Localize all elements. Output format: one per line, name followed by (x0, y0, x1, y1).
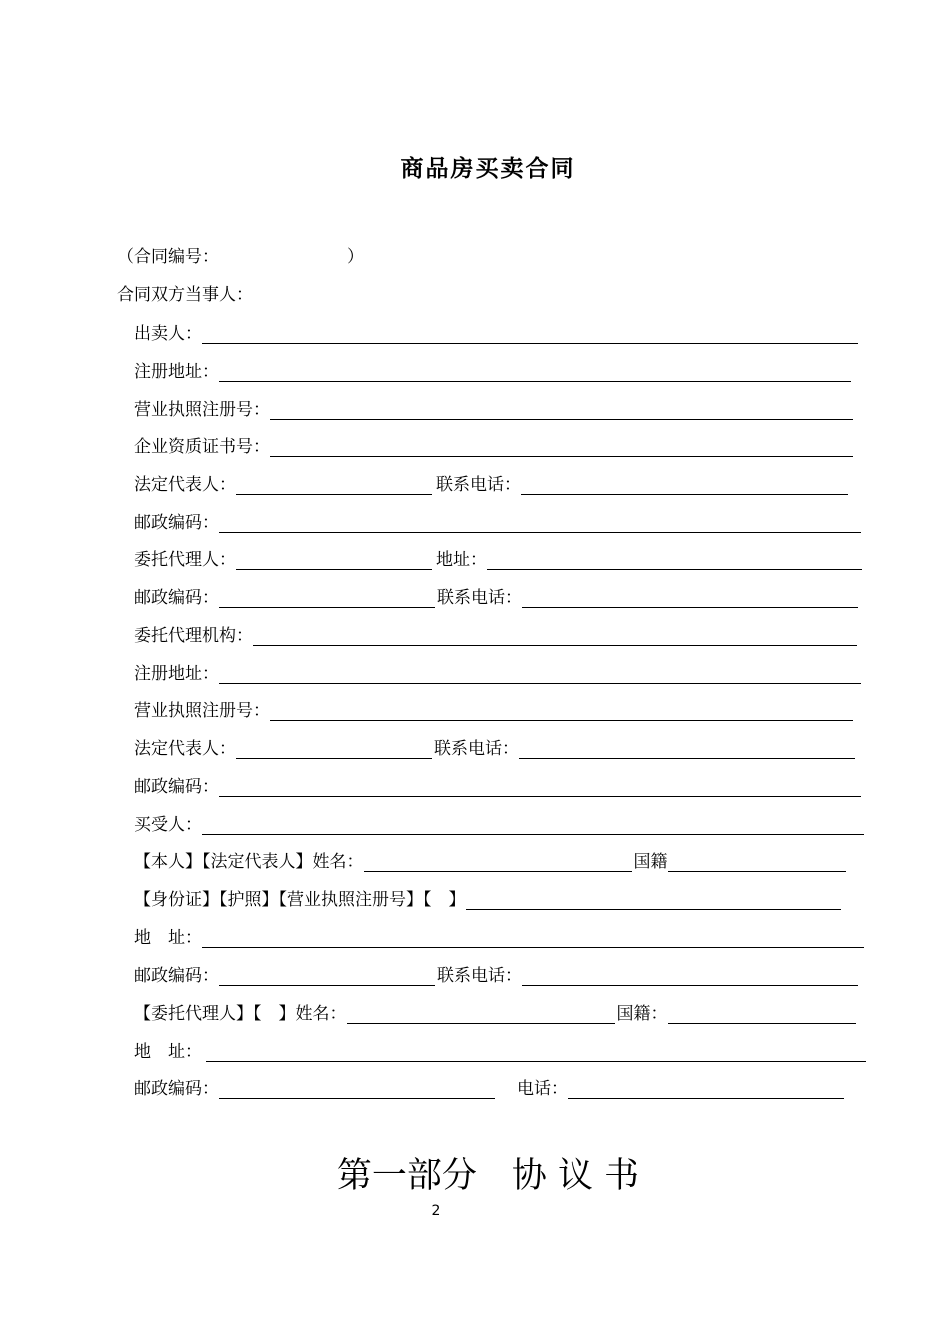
buyer-label: 买受人： (134, 815, 202, 835)
seller-license-line (134, 394, 853, 420)
buyer-id-number-field[interactable] (466, 891, 841, 910)
seller-postcode-field[interactable] (219, 514, 861, 533)
buyer-agent-name-field[interactable] (347, 1005, 615, 1024)
agency-license-line (134, 695, 853, 721)
seller-license-label: 营业执照注册号： (134, 400, 270, 420)
buyer-agent-phone-label: 电话： (517, 1079, 568, 1099)
seller-line (134, 318, 858, 344)
seller-reg-address-label: 注册地址： (134, 362, 219, 382)
seller-phone2-field[interactable] (522, 589, 858, 608)
seller-legal-rep-label: 法定代表人： (134, 475, 236, 495)
seller-legal-rep-field[interactable] (236, 476, 432, 495)
buyer-agent-line (134, 998, 856, 1024)
buyer-agent-identity-label: 【委托代理人】【 】姓名： (134, 1004, 347, 1024)
seller-legal-rep-line (134, 469, 848, 495)
buyer-phone-field[interactable] (522, 967, 858, 986)
buyer-nationality-label: 国籍 (633, 852, 668, 872)
seller-qualification-field[interactable] (270, 438, 853, 457)
agency-phone-label: 联系电话： (434, 739, 519, 759)
agency-legal-rep-line (134, 733, 855, 759)
seller-agent-address-field[interactable] (487, 551, 862, 570)
buyer-phone-label: 联系电话： (437, 966, 522, 986)
seller-label: 出卖人： (134, 324, 202, 344)
buyer-agent-address-line (134, 1036, 866, 1062)
buyer-id-type-line (134, 884, 841, 910)
seller-postcode2-line (134, 582, 858, 608)
buyer-address-line (134, 922, 864, 948)
agency-postcode-line (134, 771, 861, 797)
contract-number-label: （合同编号： (117, 247, 219, 267)
agency-license-field[interactable] (270, 702, 853, 721)
agency-legal-rep-field[interactable] (236, 740, 432, 759)
buyer-field[interactable] (202, 816, 864, 835)
agency-legal-rep-label: 法定代表人： (134, 739, 236, 759)
agency-field[interactable] (253, 627, 857, 646)
seller-phone-label: 联系电话： (436, 475, 521, 495)
buyer-id-type-label: 【身份证】【护照】【营业执照注册号】【 】 (134, 890, 466, 910)
agency-label: 委托代理机构： (134, 626, 253, 646)
seller-agent-address-label: 地址： (436, 550, 487, 570)
agency-reg-address-line (134, 658, 861, 684)
seller-phone2-label: 联系电话： (437, 588, 522, 608)
seller-postcode2-field[interactable] (219, 589, 435, 608)
buyer-line (134, 809, 864, 835)
seller-reg-address-line (134, 356, 851, 382)
buyer-agent-address-label: 地 址： (134, 1042, 202, 1062)
seller-qualification-label: 企业资质证书号： (134, 437, 270, 457)
buyer-address-field[interactable] (202, 929, 864, 948)
agency-reg-address-label: 注册地址： (134, 664, 219, 684)
seller-field[interactable] (202, 325, 858, 344)
document-title: 商品房买卖合同 (400, 156, 576, 182)
seller-postcode-label: 邮政编码： (134, 513, 219, 533)
seller-postcode-line (134, 507, 861, 533)
buyer-identity-line (134, 846, 846, 872)
seller-postcode2-label: 邮政编码： (134, 588, 219, 608)
buyer-agent-postcode-label: 邮政编码： (134, 1079, 219, 1099)
buyer-agent-postcode-line (134, 1073, 844, 1099)
agency-postcode-label: 邮政编码： (134, 777, 219, 797)
agency-reg-address-field[interactable] (219, 665, 861, 684)
parties-heading: 合同双方当事人： (117, 285, 253, 305)
agency-license-label: 营业执照注册号： (134, 701, 270, 721)
seller-reg-address-field[interactable] (219, 363, 851, 382)
agency-postcode-field[interactable] (219, 778, 861, 797)
agency-phone-field[interactable] (519, 740, 855, 759)
buyer-postcode-field[interactable] (219, 967, 435, 986)
buyer-agent-nationality-field[interactable] (668, 1005, 856, 1024)
buyer-postcode-label: 邮政编码： (134, 966, 219, 986)
seller-agent-field[interactable] (236, 551, 432, 570)
seller-agent-label: 委托代理人： (134, 550, 236, 570)
buyer-name-field[interactable] (364, 853, 632, 872)
buyer-postcode-line (134, 960, 858, 986)
agency-line (134, 620, 857, 646)
seller-phone-field[interactable] (521, 476, 848, 495)
buyer-agent-address-field[interactable] (206, 1043, 866, 1062)
contract-number-close: ） (347, 247, 364, 267)
buyer-nationality-field[interactable] (668, 853, 846, 872)
part-one-title: 第一部分 协 议 书 (336, 1156, 640, 1196)
buyer-agent-nationality-label: 国籍： (616, 1004, 668, 1024)
contract-number-line (117, 242, 364, 267)
buyer-agent-phone-field[interactable] (568, 1080, 844, 1099)
seller-agent-line (134, 544, 862, 570)
seller-license-field[interactable] (270, 401, 853, 420)
buyer-identity-label: 【本人】【法定代表人】姓名： (134, 852, 364, 872)
seller-qualification-line (134, 431, 853, 457)
page-number: 2 (431, 1203, 441, 1219)
buyer-agent-postcode-field[interactable] (219, 1080, 495, 1099)
buyer-address-label: 地 址： (134, 928, 202, 948)
